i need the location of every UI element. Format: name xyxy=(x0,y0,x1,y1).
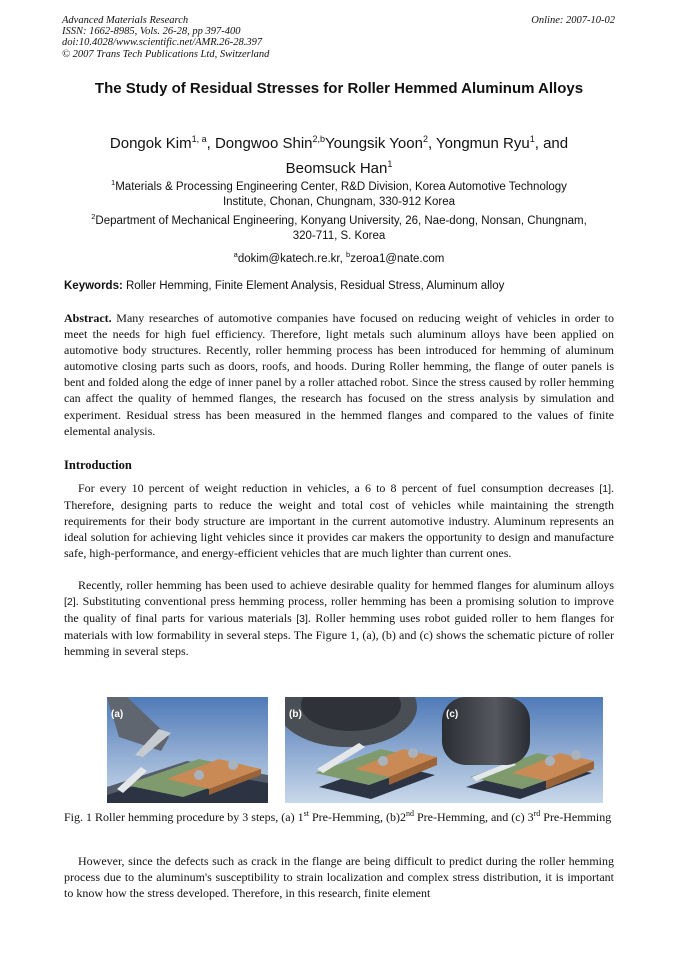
figure-panel-c xyxy=(442,697,603,803)
figure-panel-label: (a) xyxy=(111,709,124,720)
figure-caption xyxy=(64,806,614,825)
citation[interactable]: [1] xyxy=(599,483,611,495)
keywords-label: Keywords: xyxy=(64,280,123,292)
author-name: Dongwoo Shin xyxy=(214,135,313,152)
affiliation-line: 320-711, S. Korea xyxy=(292,229,386,242)
issn: ISSN: 1662-8985, Vols. 26-28, pp 397-400 xyxy=(62,26,241,38)
email-line: $^a$dokim@katech.re.kr, $^b$zeroa1@nate.com xyxy=(233,250,445,265)
author-list: Dongok Kim$^{1, a}$, Dongwoo Shin$^{2,b}$Youngsik Yoon$^2$, Yongmun Ryu$^1$, and Beomsuck Han$^1$ xyxy=(109,134,569,177)
abstract-label: Abstract. xyxy=(64,311,112,325)
affiliation-2 xyxy=(62,209,616,244)
author-affiliation-mark: 2 xyxy=(422,134,428,144)
figure-panel-b xyxy=(285,697,446,803)
caption-text: Pre-Hemming, (b)2 xyxy=(308,810,406,824)
paragraph-text: . Substituting conventional press hemming process, roller hemming has been a promising solution to improve the quality of final parts for various materials xyxy=(64,594,614,626)
copyright: © 2007 Trans Tech Publications Ltd, Switzerland xyxy=(62,48,270,60)
keywords-text: Roller Hemming, Finite Element Analysis, Residual Stress, Aluminum alloy xyxy=(126,280,505,292)
figure-panel-label: (b) xyxy=(289,709,302,720)
email-mark: b xyxy=(346,250,351,259)
caption-text: Fig. 1 Roller hemming procedure by 3 steps, (a) 1 xyxy=(64,810,304,824)
keywords xyxy=(64,280,504,292)
paragraph-text: . Therefore, designing parts to reduce the weight and total cost of vehicles while maintaining the strength requirements for their body structure are important in the current automotive industry. Aluminum represents an ideal solution for achieving light vehicles since it provides car makers the opportunity to design and manufacture safe, high-performance, and energy-efficient vehicles that are much lighter than current ones. xyxy=(64,481,614,561)
paragraph-text: For every 10 percent of weight reduction in vehicles, a 6 to 8 percent of fuel consumption decreases xyxy=(78,481,600,495)
intro-paragraph-1 xyxy=(64,480,614,561)
author-affiliation-mark: 1 xyxy=(529,134,535,144)
online-date: Online: 2007-10-02 xyxy=(531,15,615,26)
author-name: Dongok Kim xyxy=(109,135,192,152)
figure-panel-a xyxy=(107,697,268,803)
affiliation-line: Materials & Processing Engineering Center, R&D Division, Korea Automotive Technology xyxy=(115,180,567,193)
paragraph-text: . Roller hemming uses robot guided roller to hem flanges for materials with low formability in several steps. The Figure 1, (a), (b) and (c) shows the schematic picture of roller hemming in several steps. xyxy=(64,611,614,659)
caption-text: Pre-Hemming xyxy=(540,810,612,824)
journal-header xyxy=(62,15,269,60)
figure-1 xyxy=(107,697,591,803)
intro-paragraph-3: However, since the defects such as crack in the flange are being difficult to predict during the roller hemming process due to the aluminum's susceptibility to strain localization and complex stress distribution, it is important to know how the stress developed. Therefore, in this research, finite element xyxy=(64,854,614,901)
affiliation-1 xyxy=(62,175,616,210)
journal-name: Advanced Materials Research xyxy=(62,15,189,26)
abstract-text: Many researches of automotive companies have focused on reducing weight of vehicles in order to meet the needs for high fuel efficiency. Therefore, light metals such aluminum alloys have been applied on automotive body structures. Recently, roller hemming process has been introduced for hemming of aluminum automotive closing parts such as doors, roofs, and hoods. During Roller hemming, the flange of outer panels is bent and folded along the edge of inner panel by a roller attached robot. Since the stress caused by roller hemming can affect the quality of hemmed flanges, the research has focused on the stress analysis by simulation and experiment. Residual stress has been measured in the hemmed flanges and compared to the values of finite elemental analysis. xyxy=(64,311,615,438)
affiliation-mark: 2 xyxy=(91,212,96,221)
abstract xyxy=(64,310,614,439)
caption-sup: st xyxy=(303,809,309,818)
caption-sup: nd xyxy=(405,809,414,818)
paper-title: The Study of Residual Stresses for Roller Hemmed Aluminum Alloys xyxy=(94,80,584,97)
caption-text: Pre-Hemming, and (c) 3 xyxy=(413,810,534,824)
intro-paragraph-2 xyxy=(64,577,614,659)
email-a[interactable]: dokim@katech.re.kr xyxy=(237,252,340,265)
email-b[interactable]: zeroa1@nate.com xyxy=(350,252,445,265)
citation[interactable]: [2] xyxy=(64,596,76,609)
author-name: Beomsuck Han xyxy=(285,160,388,177)
author-affiliation-mark: 2,b xyxy=(312,134,326,144)
author-name: Youngsik Yoon xyxy=(325,135,423,152)
author-affiliation-mark: 1 xyxy=(387,159,393,169)
affiliation-mark: 1 xyxy=(111,178,116,187)
author-affiliation-mark: 1, a xyxy=(191,134,207,144)
affiliation-line: Department of Mechanical Engineering, Konyang University, 26, Nae-dong, Nonsan, Chungnam, xyxy=(95,214,587,227)
doi: doi:10.4028/www.scientific.net/AMR.26-28.397 xyxy=(62,37,263,49)
figure-panel-label: (c) xyxy=(446,709,459,720)
author-name: Yongmun Ryu xyxy=(436,135,530,152)
affiliation-line: Institute, Chonan, Chungnam, 330-912 Korea xyxy=(222,195,456,208)
section-heading-introduction: Introduction xyxy=(64,458,132,472)
paragraph-text: Recently, roller hemming has been used to achieve desirable quality for hemmed flanges for aluminum alloys xyxy=(78,578,614,592)
email-mark: a xyxy=(233,250,238,259)
citation[interactable]: [3] xyxy=(296,613,308,626)
caption-sup: rd xyxy=(533,809,541,818)
author-conjunction: and xyxy=(543,135,569,152)
